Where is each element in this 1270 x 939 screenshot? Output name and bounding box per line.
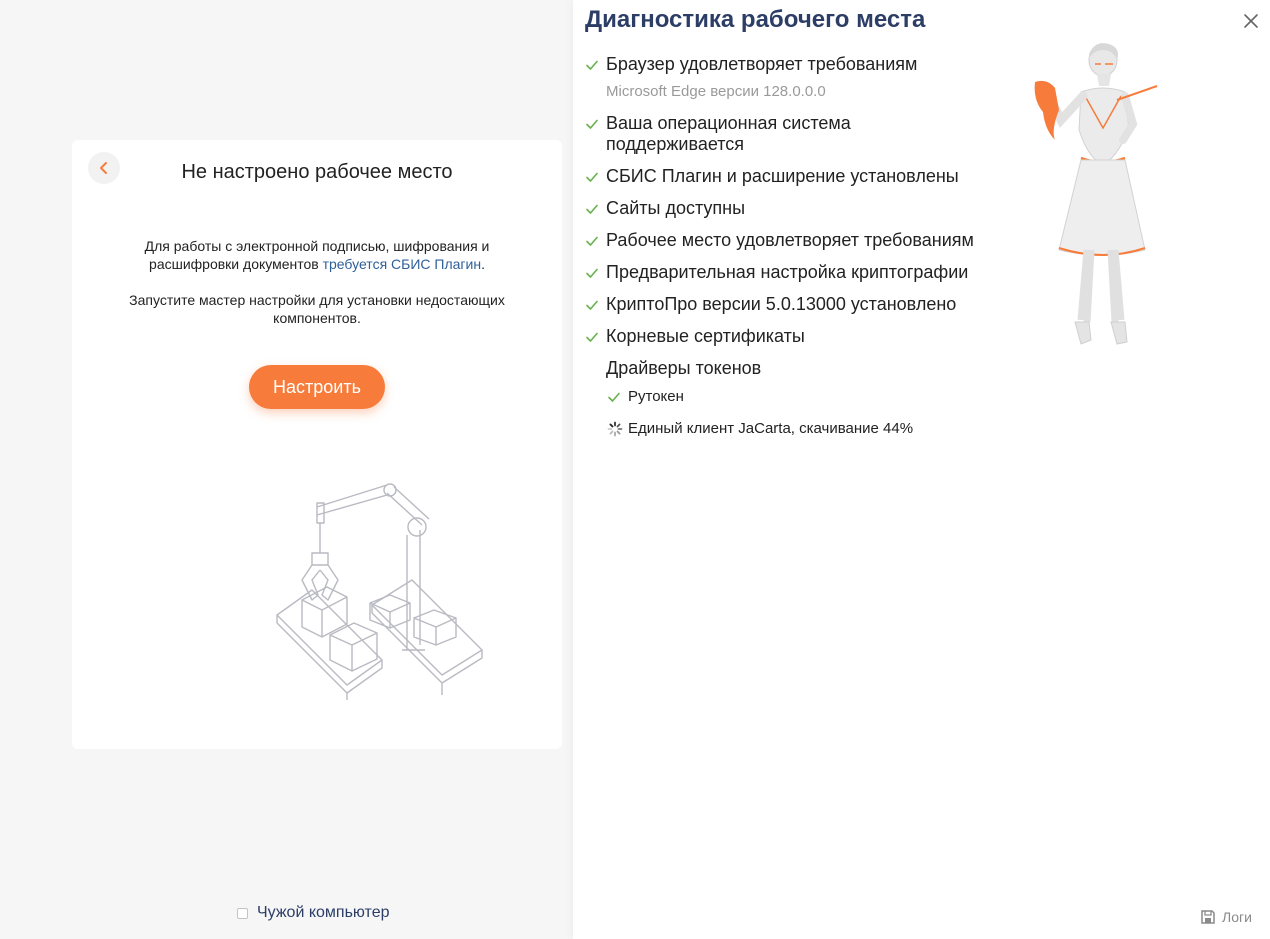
- check-crypto-setup: [585, 262, 1015, 283]
- diagnostics-check-list: [585, 54, 1015, 452]
- check-label: Предварительная настройка криптографии: [606, 262, 969, 282]
- check-label: Ваша операционная система поддерживается: [606, 113, 851, 154]
- check-label: Браузер удовлетворяет требованиям: [606, 54, 918, 74]
- check-icon: [585, 58, 599, 72]
- check-cryptopro: [585, 294, 1015, 315]
- driver-rutoken: [607, 388, 1015, 405]
- check-icon: [585, 117, 599, 131]
- foreign-computer-label: Чужой компьютер: [257, 904, 390, 921]
- check-label: КриптоПро версии 5.0.13000 установлено: [606, 294, 957, 314]
- check-label: Сайты доступны: [606, 198, 746, 218]
- setup-button[interactable]: Настроить: [249, 365, 385, 409]
- card-title: Не настроено рабочее место: [181, 161, 453, 183]
- save-icon: [1200, 909, 1216, 925]
- logs-label: Логи: [1222, 909, 1252, 925]
- diagnostics-panel: [573, 0, 1270, 939]
- check-icon: [607, 390, 621, 404]
- check-label: Рабочее место удовлетворяет требованиям: [606, 230, 974, 250]
- check-icon: [585, 330, 599, 344]
- spinner-icon: [607, 421, 623, 437]
- foreign-computer-checkbox[interactable]: [237, 908, 248, 919]
- check-icon: [585, 202, 599, 216]
- panel-title: Диагностика рабочего места: [585, 6, 926, 33]
- card-instruction: Запустите мастер настройки для установки недостающих компонентов.: [129, 292, 505, 326]
- check-icon: [585, 298, 599, 312]
- check-browser: [585, 54, 1015, 102]
- robot-arm-illustration: [272, 475, 492, 705]
- browser-version-note: Microsoft Edge версии 128.0.0.0: [606, 83, 826, 100]
- close-icon[interactable]: [1243, 13, 1259, 29]
- card-description-text: Для работы с электронной подписью, шифрования и расшифровки документов: [144, 238, 490, 272]
- check-token-drivers: [585, 358, 1015, 379]
- check-label: СБИС Плагин и расширение установлены: [606, 166, 959, 186]
- driver-label: Рутокен: [628, 388, 684, 405]
- check-root-certs: [585, 326, 1015, 347]
- check-plugin: [585, 166, 1015, 187]
- check-os: [585, 113, 1015, 155]
- foreign-computer-option[interactable]: [237, 904, 390, 922]
- left-area: [0, 0, 573, 939]
- logs-button[interactable]: [1200, 909, 1252, 925]
- check-label: Корневые сертификаты: [606, 326, 805, 346]
- check-workplace: [585, 230, 1015, 251]
- check-label: Драйверы токенов: [606, 358, 762, 378]
- check-icon: [585, 170, 599, 184]
- check-icon: [585, 234, 599, 248]
- woman-illustration: [1025, 40, 1160, 350]
- card-description: [112, 237, 522, 273]
- card-description-end: .: [481, 256, 485, 272]
- plugin-link[interactable]: требуется СБИС Плагин: [322, 256, 482, 272]
- check-sites: [585, 198, 1015, 219]
- driver-jacarta: [607, 420, 1015, 437]
- setup-card: [72, 140, 562, 749]
- check-icon: [585, 266, 599, 280]
- driver-label: Единый клиент JaCarta, скачивание 44%: [628, 420, 914, 437]
- token-drivers-list: [585, 388, 1015, 437]
